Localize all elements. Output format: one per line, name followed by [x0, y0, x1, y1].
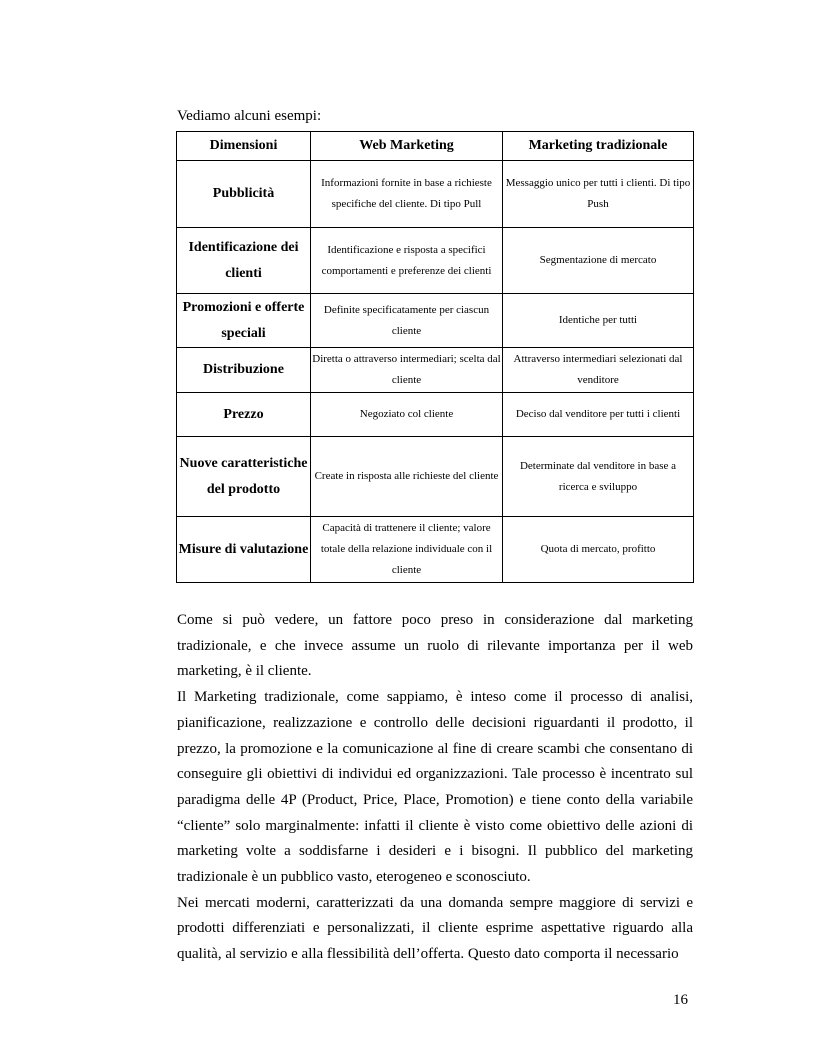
intro-text: Vediamo alcuni esempi:: [177, 108, 322, 124]
traditional-marketing-cell: Identiche per tutti: [503, 294, 694, 348]
traditional-marketing-cell: Messaggio unico per tutti i clienti. Di tipo Push: [503, 161, 694, 228]
dimension-cell: Distribuzione: [177, 348, 311, 393]
table-header-row: [177, 132, 694, 161]
header-web-marketing: Web Marketing: [311, 132, 503, 161]
dimension-cell: Promozioni e offerte speciali: [177, 294, 311, 348]
web-marketing-cell: Capacità di trattenere il cliente; valore totale della relazione individuale con il cliente: [311, 517, 503, 583]
paragraph: Come si può vedere, un fattore poco preso in considerazione dal marketing tradizionale, e che invece assume un ruolo di rilevante importanza per il web marketing, è il cliente.: [177, 612, 693, 680]
header-dimensioni: Dimensioni: [177, 132, 311, 161]
traditional-marketing-cell: Determinate dal venditore in base a ricerca e sviluppo: [503, 437, 694, 517]
table-row: [177, 348, 694, 393]
paragraph: Il Marketing tradizionale, come sappiamo, è inteso come il processo di analisi, pianificazione, realizzazione e controllo delle decisioni riguardanti il prodotto, il prezzo, la promozione e la comunicazione al fine di creare scambi che consentano di conseguire gli obiettivi di individui ed organizzazioni. Tale processo è incentrato sul paradigma delle 4P (Product, Price, Place, Promotion) e tiene conto della variabile “cliente” solo marginalmente: infatti il cliente è visto come obiettivo delle azioni di marketing volte a soddisfarne i desideri e i bisogni. Il pubblico del marketing tradizionale è un pubblico vasto, eterogeneo e sconosciuto.: [177, 689, 693, 886]
dimension-cell: Pubblicità: [177, 161, 311, 228]
web-marketing-cell: Informazioni fornite in base a richieste specifiche del cliente. Di tipo Pull: [311, 161, 503, 228]
web-marketing-cell: Identificazione e risposta a specifici comportamenti e preferenze dei clienti: [311, 228, 503, 294]
traditional-marketing-cell: Segmentazione di mercato: [503, 228, 694, 294]
web-marketing-cell: Definite specificatamente per ciascun cliente: [311, 294, 503, 348]
dimension-cell: Prezzo: [177, 393, 311, 437]
traditional-marketing-cell: Quota di mercato, profitto: [503, 517, 694, 583]
web-marketing-cell: Diretta o attraverso intermediari; scelta dal cliente: [311, 348, 503, 393]
traditional-marketing-cell: Deciso dal venditore per tutti i clienti: [503, 393, 694, 437]
header-marketing-tradizionale: Marketing tradizionale: [503, 132, 694, 161]
web-marketing-cell: Create in risposta alle richieste del cliente: [311, 437, 503, 517]
page-number: 16: [673, 992, 688, 1008]
table-row: [177, 294, 694, 348]
table-row: [177, 437, 694, 517]
dimension-cell: Misure di valutazione: [177, 517, 311, 583]
comparison-table: [176, 131, 694, 583]
table-row: [177, 517, 694, 583]
dimension-cell: Identificazione dei clienti: [177, 228, 311, 294]
traditional-marketing-cell: Attraverso intermediari selezionati dal venditore: [503, 348, 694, 393]
table-row: [177, 161, 694, 228]
body-text: [177, 608, 693, 968]
dimension-cell: Nuove caratteristiche del prodotto: [177, 437, 311, 517]
web-marketing-cell: Negoziato col cliente: [311, 393, 503, 437]
table-row: [177, 228, 694, 294]
paragraph: Nei mercati moderni, caratterizzati da una domanda sempre maggiore di servizi e prodotti differenziati e personalizzati, il cliente esprime aspettative riguardo alla qualità, al servizio e alla flessibilità dell’offerta. Questo dato comporta il necessario: [177, 894, 693, 963]
table-row: [177, 393, 694, 437]
